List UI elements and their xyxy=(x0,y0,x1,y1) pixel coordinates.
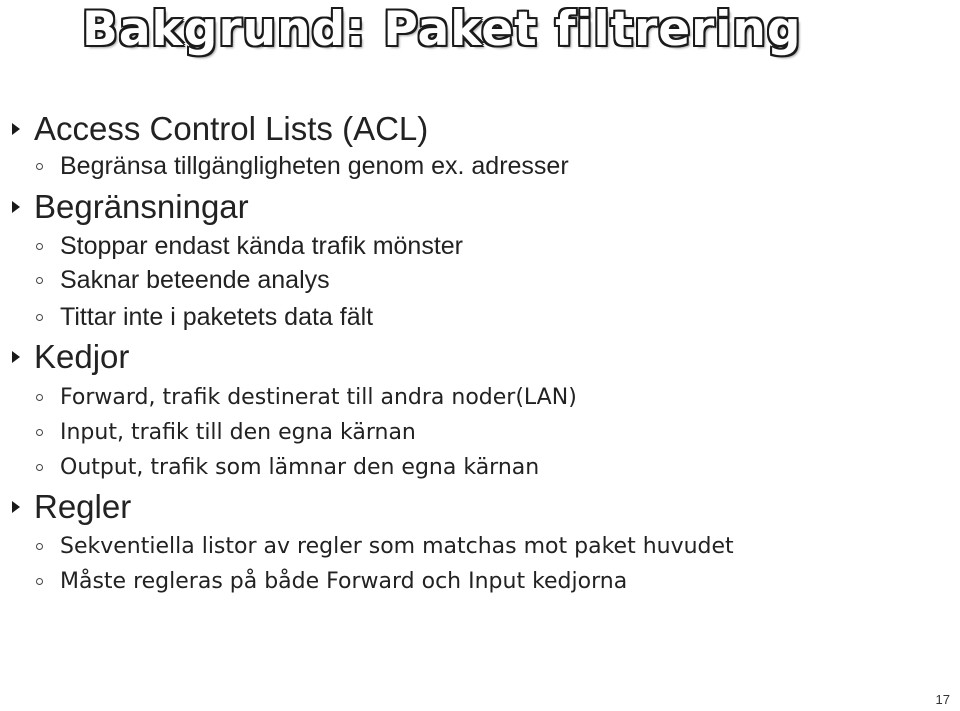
circle-bullet-icon xyxy=(36,394,43,401)
circle-bullet-icon xyxy=(36,314,43,321)
triangle-bullet-icon xyxy=(12,351,20,363)
bullet-text: Måste regleras på både Forward och Input kedjorna xyxy=(60,568,628,594)
bullet-level2 xyxy=(36,150,569,182)
circle-bullet-icon xyxy=(36,163,43,170)
bullet-text: Input, trafik till den egna kärnan xyxy=(60,419,416,445)
bullet-level2 xyxy=(36,301,373,333)
bullet-level1 xyxy=(12,109,428,149)
circle-bullet-icon xyxy=(36,429,43,436)
bullet-text: Sekventiella listor av regler som matchas mot paket huvudet xyxy=(60,533,734,559)
section-heading: Regler xyxy=(34,488,132,525)
bullet-level2 xyxy=(36,416,416,448)
slide-title: Bakgrund: Paket filtrering xyxy=(82,2,802,57)
bullet-text: Forward, trafik destinerat till andra noder(LAN) xyxy=(60,384,577,410)
circle-bullet-icon xyxy=(36,543,43,550)
section-heading: Begränsningar xyxy=(34,188,249,225)
bullet-level1 xyxy=(12,187,249,227)
bullet-level2 xyxy=(36,530,734,562)
bullet-level1 xyxy=(12,337,129,377)
bullet-text: Tittar inte i paketets data fält xyxy=(60,302,374,331)
bullet-level2 xyxy=(36,264,330,296)
bullet-level2 xyxy=(36,451,539,483)
bullet-level2 xyxy=(36,230,463,262)
triangle-bullet-icon xyxy=(12,201,20,213)
triangle-bullet-icon xyxy=(12,123,20,135)
bullet-level2 xyxy=(36,565,627,597)
bullet-level2 xyxy=(36,381,577,413)
circle-bullet-icon xyxy=(36,277,43,284)
triangle-bullet-icon xyxy=(12,501,20,513)
page-number: 17 xyxy=(935,692,950,707)
bullet-text: Stoppar endast kända trafik mönster xyxy=(60,231,464,260)
bullet-text: Output, trafik som lämnar den egna kärnan xyxy=(60,454,540,480)
bullet-text: Saknar beteende analys xyxy=(60,265,330,294)
circle-bullet-icon xyxy=(36,464,43,471)
bullet-level1 xyxy=(12,487,131,527)
circle-bullet-icon xyxy=(36,578,43,585)
bullet-text: Begränsa tillgängligheten genom ex. adresser xyxy=(60,151,569,180)
section-heading: Access Control Lists (ACL) xyxy=(34,110,429,147)
circle-bullet-icon xyxy=(36,243,43,250)
section-heading: Kedjor xyxy=(34,338,130,375)
